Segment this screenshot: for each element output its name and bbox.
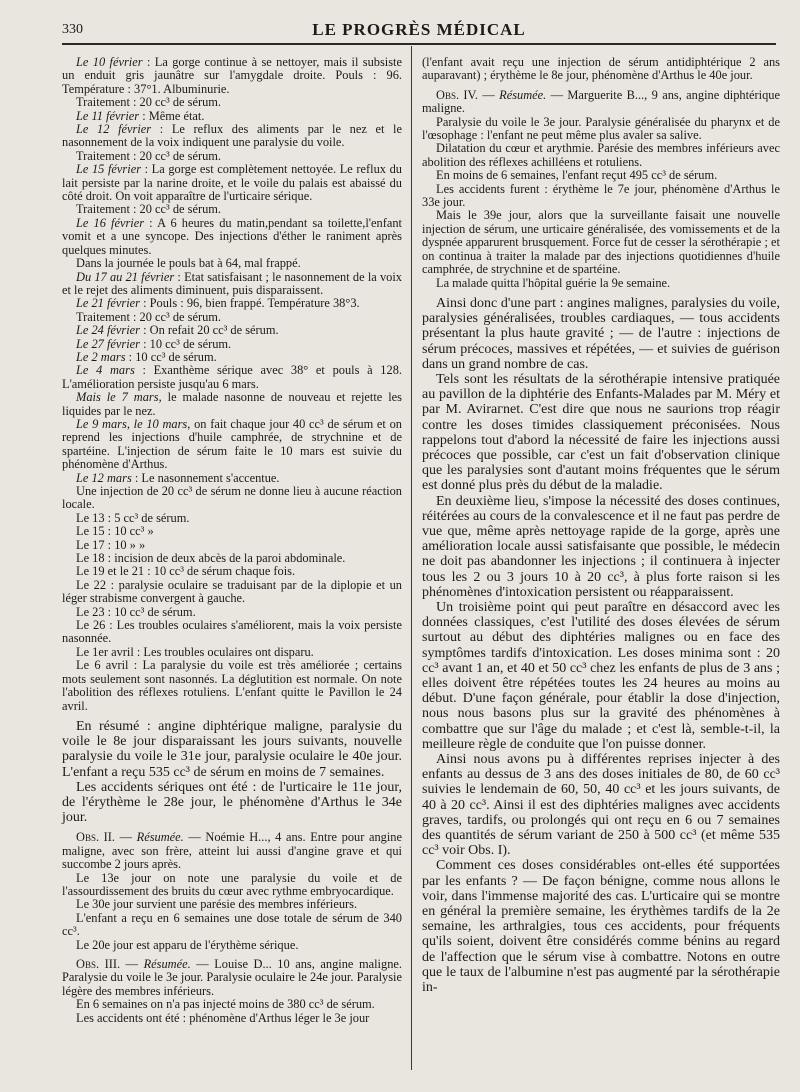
header-rule xyxy=(62,43,776,45)
obs2-heading xyxy=(62,831,402,871)
entry-date: Du 17 au 21 février xyxy=(76,269,175,284)
obs-resume: Résumée. xyxy=(136,830,184,845)
entry-text: : 10 cc³ de sérum. xyxy=(125,349,217,364)
body-paragraph: Comment ces doses considérables ont-elles été supportées par les enfants ? — De façon bénigne, comme nous allons le voir, dans l'immense majorité des cas. L'urticaire qui se montre en général la première semaine, les érythèmes tardifs de la 2e semaine, les arthralgies, tous ces accidents, pour fréquents qu'ils soient, doivent être considérés comme bénins au regard de l'affection que le sérum vise à combattre. Notons en outre que le taux de l'albumine n'est pas augmenté par la sérothérapie in- xyxy=(422,858,780,996)
entry-date: Le 9 mars, le 10 mars xyxy=(76,416,188,431)
obs1-entry xyxy=(62,646,402,659)
entry-text: Le 19 et le 21 : 10 cc³ de sérum chaque fois. xyxy=(76,564,296,579)
right-column xyxy=(422,56,780,995)
entry-text: Traitement : 20 cc³ de sérum. xyxy=(76,309,222,324)
obs-line: Les accidents furent : érythème le 7e jour, phénomène d'Arthus le 33e jour. xyxy=(422,181,780,210)
body-paragraph: En deuxième lieu, s'impose la nécessité des doses continues, réitérées au cours de la convalescence et il ne faut pas perdre de vue que, même après nettoyage rapide de la gorge, après une amélioration locale aussi satisfaisante que possible, le médecin ne doit pas abandonner les injections ; il continuera à injecter tous les 2 ou 3 jours 10 à 20 cc³, à plus forte raison si les phénomènes d'intoxication persistent ou réapparaissent. xyxy=(422,493,780,600)
body-paragraph: Un troisième point qui peut paraître en désaccord avec les données classiques, c'est l'utilité des doses élevées de sérum surtout au début des diphtéries malignes ou en face des symptômes tardifs d'intoxication. Les doses minima sont : 20 cc³ avant 1 an, et 40 et 50 cc³ chez les enfants de plus de 3 ans ; elles doivent être répétées toutes les 24 heures au moins au début. D'une façon générale, pour établir la dose d'injection, nous nous basons plus sur la gravité des phénomènes à combattre que sur l'âge du malade ; et c'est là, semble-t-il, la meilleure règle de conduite que l'on puisse donner. xyxy=(422,599,780,752)
entry-text: : Pouls : 96, bien frappé. Température 38°3. xyxy=(140,296,360,311)
obs1-entry xyxy=(62,110,402,123)
obs-line: L'enfant a reçu en 6 semaines une dose totale de sérum de 340 cc³. xyxy=(62,910,402,939)
page-number: 330 xyxy=(62,22,83,37)
entry-text: Le 22 : paralysie oculaire se traduisant par de la diplopie et un léger strabisme convergent à gauche. xyxy=(62,577,402,606)
obs1-entry xyxy=(62,418,402,472)
summary-paragraph: Les accidents sériques ont été : de l'urticaire le 11e jour, de l'érythème le 28e jour, le phénomène d'Arthus le 34e jour. xyxy=(62,779,402,826)
obs1-entry xyxy=(62,606,402,619)
obs3-heading xyxy=(62,958,402,998)
entry-text: Le 6 avril : La paralysie du voile est très améliorée ; certains mots seulement sont nasonnés. La déglutition est normale. On note l'abolition des réflexes rotuliens. L'enfant quitte le Pavillon le 24 avril. xyxy=(62,658,402,713)
obs1-entry xyxy=(62,364,402,391)
entry-date: Le 16 février xyxy=(76,215,145,230)
obs1-entry xyxy=(62,619,402,646)
obs-line: Le 20e jour est apparu de l'érythème sérique. xyxy=(76,937,299,952)
obs1-entry xyxy=(62,579,402,606)
entry-text: : Le reflux des aliments par le nez et le nasonnement de la voix indiquent une paralysie du voile. xyxy=(62,122,402,150)
obs-label: Obs. II. — xyxy=(76,830,137,845)
entry-text: Une injection de 20 cc³ de sérum ne donne lieu à aucune réaction locale. xyxy=(62,484,402,512)
obs-resume: Résumée. xyxy=(143,956,191,971)
obs-line: Mais le 39e jour, alors que la surveillante faisait une nouvelle injection de sérum, une urticaire généralisée, des vomissements et de la dyspnée apparurent brusquement. Force fut de cesser la sérothérapie ; et on continua à traiter la malade par des injections quotidiennes d'huile camphrée, de strychnine et de spartéine. xyxy=(422,208,780,277)
entry-date: Mais le 7 mars xyxy=(76,390,159,405)
entry-date: Le 21 février xyxy=(76,296,141,311)
obs-line: Paralysie du voile le 3e jour. Paralysie généralisée du pharynx et de l'œsophage : l'enfant ne peut même plus avaler sa salive. xyxy=(422,114,780,143)
obs1-entry xyxy=(62,56,402,96)
entry-date: Le 12 mars xyxy=(76,470,132,485)
obs-text: — Louise D... 10 ans, angine maligne. Paralysie du voile le 3e jour. Paralysie oculaire le 24e jour. Paralysie légère des membres inférieurs. xyxy=(62,956,402,998)
obs-line: Les accidents ont été : phénomène d'Arthus léger le 3e jour xyxy=(76,1010,370,1025)
body-paragraph: Tels sont les résultats de la sérothérapie intensive pratiquée au pavillon de la diphtérie des Enfants-Malades par M. Méry et par M. Avirагnet. C'est dire que nous ne saurions trop réagir contre les doses timides classiquement préconisées. Nous rappelons tout d'abord la nécessité de faire les injections aussi précoces que possible, car c'est un fait d'observation clinique que les paralysies sont d'autant moins fréquentes que le sérum est donné plus près du début de la maladie. xyxy=(422,371,780,494)
obs1-entry xyxy=(62,123,402,150)
obs-text: — Noémie H..., 4 ans. Entre pour angine maligne, avec son frère, atteint lui aussi d'angine grave et qui succombe 2 jours après. xyxy=(62,830,402,872)
entry-date: Le 2 mars xyxy=(76,349,126,364)
obs1-entry xyxy=(62,96,402,109)
obs1-entry xyxy=(62,512,402,525)
obs1-entry xyxy=(62,163,402,203)
obs-text: — Marguerite B..., 9 ans, angine diphtérique maligne. xyxy=(422,87,781,116)
continued-paragraph: (l'enfant avait reçu une injection de sérum antidiphtérique 2 ans auparavant) ; érythème le 8e jour, phénomène d'Arthus le 40e jour. xyxy=(422,55,780,83)
entry-text: : 10 cc³ de sérum. xyxy=(140,336,232,351)
obs1-entry xyxy=(62,659,402,713)
obs-label: Obs. IV. — xyxy=(436,87,500,102)
obs-resume: Résumée. xyxy=(499,87,547,102)
obs4-heading xyxy=(422,89,780,116)
summary-paragraph: En résumé : angine diphtérique maligne, paralysie du voile le 8e jour disparaissant les jours suivants, nouvelle paralysie du voile le 31e jour, paralysie oculaire le 40e jour. L'enfant a reçu 535 cc³ de sérum en moins de 7 semaines. xyxy=(62,718,402,780)
obs-line: En 6 semaines on n'a pas injecté moins de 380 cc³ de sérum. xyxy=(76,997,375,1012)
obs1-entry xyxy=(62,391,402,418)
entry-text: Le 23 : 10 cc³ de sérum. xyxy=(76,604,196,619)
left-column xyxy=(62,56,402,1025)
obs-line: Le 13e jour on note une paralysie du voile et de l'assourdissement des bruits du cœur avec rythme embryocardique. xyxy=(62,870,402,898)
obs1-entry xyxy=(62,150,402,163)
entry-text: : La gorge est complètement nettoyée. Le reflux du lait persiste par la narine droite, et le voile du palais est abaissé du côté droit. On voit apparaître de l'urticaire sérique. xyxy=(62,162,402,204)
entry-date: Le 15 février xyxy=(76,162,142,177)
entry-text: : Même état. xyxy=(139,108,205,123)
entry-text: Dans la journée le pouls bat à 64, mal frappé. xyxy=(76,256,301,271)
obs1-entry xyxy=(62,565,402,578)
entry-text: : A 6 heures du matin,pendant sa toilette,l'enfant vomit et a une syncope. Des injections d'éther le raniment après quelques minutes. xyxy=(62,215,402,257)
obs-line: La malade quitta l'hôpital guérie la 9e semaine. xyxy=(436,275,671,290)
entry-text: Le 17 : 10 » » xyxy=(76,537,146,552)
entry-text: Le 18 : incision de deux abcès de la paroi abdominale. xyxy=(76,551,346,566)
entry-date: Le 10 février xyxy=(76,55,143,69)
obs1-entry xyxy=(62,525,402,538)
obs-line: Le 30e jour survient une parésie des membres inférieurs. xyxy=(76,897,358,912)
page-header xyxy=(62,18,776,44)
entry-text: : La gorge continue à se nettoyer, mais il subsiste un enduit gris jaunâtre sur l'amygdale droite. Pouls : 96. Température : 37°1. Albuminurie. xyxy=(62,55,402,96)
entry-date: Le 27 février xyxy=(76,336,141,351)
obs1-entry xyxy=(62,324,402,337)
entry-text: Le 26 : Les troubles oculaires s'améliorent, mais la voix persiste nasonnée. xyxy=(62,618,402,646)
obs1-entry xyxy=(62,485,402,512)
obs-line: Dilatation du cœur et arythmie. Parésie des membres inférieurs avec abolition des réflexes achilléens et rotuliens. xyxy=(422,141,780,169)
entry-text: Le 13 : 5 cc³ de sérum. xyxy=(76,510,190,525)
entry-text: Traitement : 20 cc³ de sérum. xyxy=(76,202,222,217)
entry-text: , on fait chaque jour 40 cc³ de sérum et on reprend les injections d'huile camphrée, de strychnine et de spartéine. L'injection de sérum faite le 10 mars est suivie du phénomène d'Arthus. xyxy=(62,416,402,472)
running-title: LE PROGRÈS MÉDICAL xyxy=(312,20,526,39)
obs-line: En moins de 6 semaines, l'enfant reçut 495 cc³ de sérum. xyxy=(436,168,718,183)
body-paragraph: Ainsi donc d'une part : angines malignes, paralysies du voile, paralysies généralisées, troubles cardiaques, — tous accidents présentant la plus haute gravité ; — de l'autre : injections de sérum précoces, massives et répétées, — et suivies de guérison dans un grand nombre de cas. xyxy=(422,295,780,372)
entry-text: : Le nasonnement s'accentue. xyxy=(131,470,280,485)
entry-text: Traitement : 20 cc³ de sérum. xyxy=(76,95,222,110)
column-divider xyxy=(411,46,412,1070)
entry-date: Le 11 février xyxy=(76,108,140,123)
entry-text: Le 15 : 10 cc³ » xyxy=(76,524,154,539)
obs1-entry xyxy=(62,338,402,351)
obs-label: Obs. III. — xyxy=(76,956,144,971)
entry-text: Le 1er avril : Les troubles oculaires ont disparu. xyxy=(76,644,314,659)
entry-date: Le 12 février xyxy=(76,122,152,137)
entry-date: Le 24 février xyxy=(76,323,141,338)
obs1-entry xyxy=(62,552,402,565)
obs1-entry xyxy=(62,257,402,270)
entry-text: : Exanthème sérique avec 38° et pouls à 128. L'amélioration persiste jusqu'au 6 mars. xyxy=(62,363,402,391)
entry-text: Traitement : 20 cc³ de sérum. xyxy=(76,148,222,163)
obs1-entry xyxy=(62,351,402,364)
obs1-entry xyxy=(62,472,402,485)
obs1-entry xyxy=(62,297,402,310)
body-paragraph: Ainsi nous avons pu à différentes reprises injecter à des enfants au dessus de 3 ans des doses initiales de 80, de 60 cc³ suivies le lendemain de 60, 50, 40 cc³ et les jours suivants, de 40 à 20 cc³. Ainsi il est des diphtéries malignes avec accidents graves, tardifs, ou prolongés qui ont reçu en 6 ou 7 semaines des quantités de sérum variant de 250 à 500 cc³ (et même 535 cc³ voir Obs. I). xyxy=(422,752,780,859)
obs1-entry xyxy=(62,271,402,298)
obs1-entry xyxy=(62,311,402,324)
obs1-entry xyxy=(62,539,402,552)
obs1-entry xyxy=(62,217,402,257)
obs1-entries xyxy=(62,56,402,713)
entry-text: : On refait 20 cc³ de sérum. xyxy=(140,323,279,338)
entry-date: Le 4 mars xyxy=(76,363,135,378)
entry-text: , le malade nasonne de nouveau et rejette les liquides par le nez. xyxy=(62,390,403,418)
obs1-entry xyxy=(62,203,402,216)
entry-text: : Etat satisfaisant ; le nasonnement de la voix et le rejet des aliments diminuent, puis disparaissent. xyxy=(62,269,402,297)
